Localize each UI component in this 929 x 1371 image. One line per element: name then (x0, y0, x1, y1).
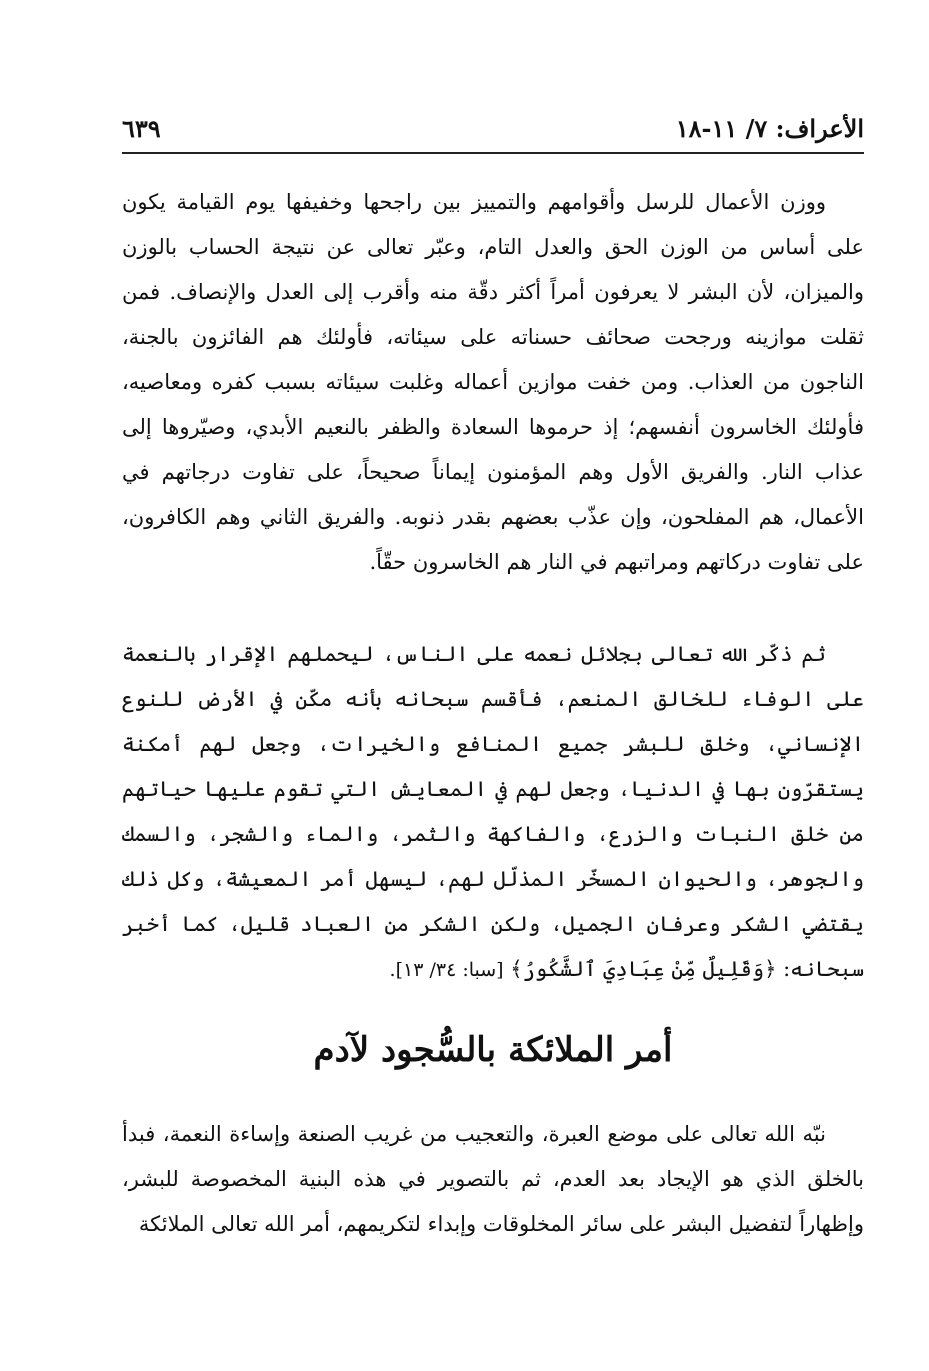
paragraph-2 (122, 632, 864, 993)
section-heading: أمر الملائكة بالسُّجود لآدم (313, 1030, 673, 1070)
paragraph-2-body: ثم ذكّر الله تعالى بجلائل نعمه على الناس، ليحملهم الإقرار بالنعمة على الوفاء للخالق المنعم، فأقسم سبحانه بأنه مكّن في الأرض للنوع الإنساني، وخلق للبشر جميع المنافع والخيرات، وجعل لهم أمكنة يستقرّون بها في الدنيا، وجعل لهم في المعايش التي تقوم عليها حياتهم من خلق النبات والزرع، والفاكهة والثمر، والماء والشجر، والسمك والجوهر، والحيوان المسخّر المذلّل لهم، ليسهل أمر المعيشة، وكل ذلك يقتضي الشكر وعرفان الجميل، ولكن الشكر من العباد قليل، كما أخبر سبحانه: (122, 642, 864, 981)
quran-quote: ﴿وَقَلِيلٌ مِّنْ عِبَادِيَ ٱلشَّكُورُ﴾ (510, 957, 777, 981)
page-header (122, 112, 864, 154)
paragraph-1-text: ووزن الأعمال للرسل وأقوامهم والتمييز بين راجحها وخفيفها يوم القيامة يكون على أساس من الوزن الحق والعدل التام، وعبّر تعالى عن نتيجة الحساب بالوزن والميزان، لأن البشر لا يعرفون أمراً أكثر دقّة منه وأقرب إلى العدل والإنصاف. فمن ثقلت موازينه ورجحت صحائف حسناته على سيئاته، فأولئك هم الفائزون بالجنة، الناجون من العذاب. ومن خفت موازين أعماله وغلبت سيئاته بسبب كفره ومعاصيه، فأولئك الخاسرون أنفسهم؛ إذ حرموها السعادة والظفر بالنعيم الأبدي، وصيّروها إلى عذاب النار. والفريق الأول وهم المؤمنون إيماناً صحيحاً، على تفاوت درجاتهم في الأعمال، هم المفلحون، وإن عذّب بعضهم بقدر ذنوبه. والفريق الثاني وهم الكافرون، على تفاوت دركاتهم ومراتبهم في النار هم الخاسرون حقّاً. (122, 190, 864, 574)
paragraph-2-text (122, 632, 864, 993)
page-number: ٦٣٩ (122, 114, 161, 143)
paragraph-3 (122, 1112, 864, 1247)
quran-citation: [سبا: ٣٤/ ١٣]. (389, 959, 504, 981)
paragraph-1 (122, 180, 864, 585)
paragraph-3-text: نبّه الله تعالى على موضع العبرة، والتعجيب من غريب الصنعة وإساءة النعمة، فبدأ بالخلق الذي هو الإيجاد بعد العدم، ثم بالتصوير في هذه البنية المخصوصة للبشر، وإظهاراً لتفضيل البشر على سائر المخلوقات وإبداء لتكريمهم، أمر الله تعالى الملائكة (122, 1122, 864, 1236)
chapter-reference: الأعراف: ٧/ ١١-١٨ (675, 114, 864, 143)
